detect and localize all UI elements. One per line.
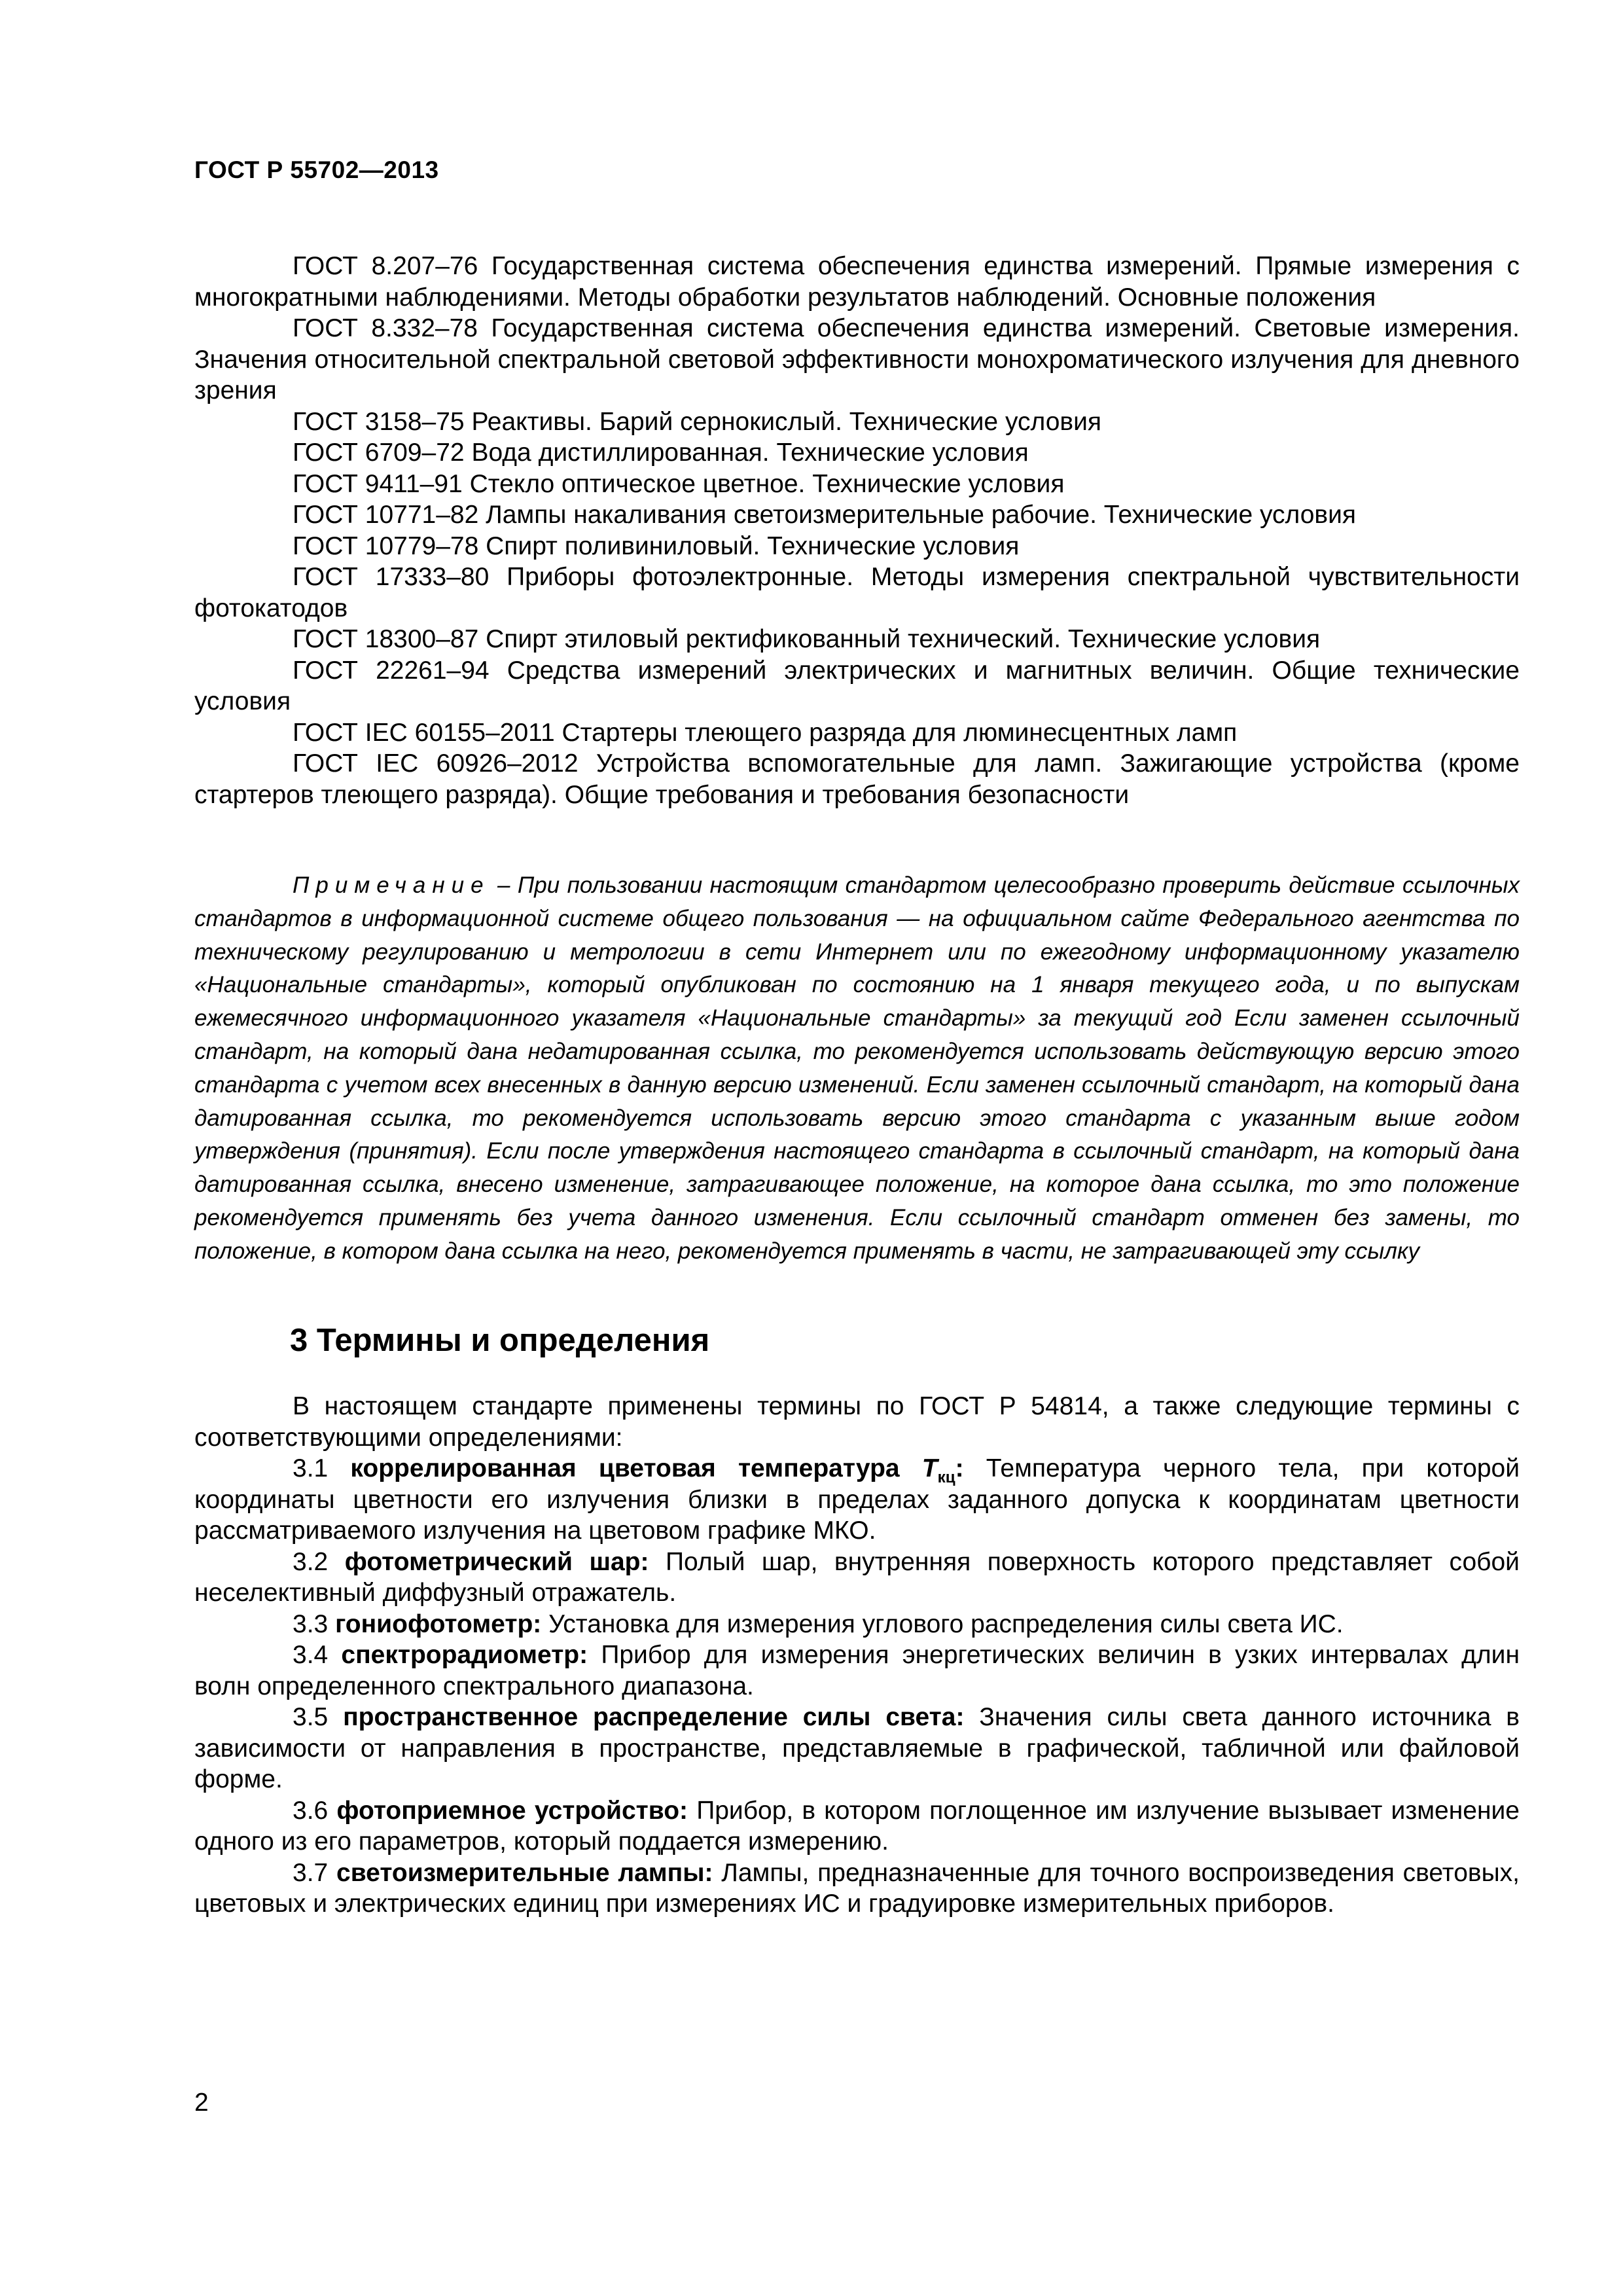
page-number: 2 xyxy=(194,2089,209,2117)
reference-item: ГОСТ 8.207–76 Государственная система обеспечения единства измерений. Прямые измерения с многократными наблюдениями. Методы обработки результатов наблюдений. Основные положения xyxy=(194,252,1520,312)
term-entry xyxy=(194,1640,1520,1702)
term-number: 3.1 xyxy=(293,1454,351,1482)
term-colon: : xyxy=(955,1454,964,1482)
reference-item: ГОСТ 10779–78 Спирт поливиниловый. Технические условия xyxy=(293,531,1020,560)
term-entry xyxy=(194,1453,1520,1547)
term-number: 3.2 xyxy=(293,1547,345,1576)
term-entry xyxy=(194,1795,1520,1857)
term-definition: Лампы, предназначенные для точного воспроизведения световых, цветовых и электрических единиц при измерениях ИС и градуировке измерительных приборов. xyxy=(194,1858,1520,1918)
term-definition: Полый шар, внутренняя поверхность которого представляет собой неселективный диффузный отражатель. xyxy=(194,1547,1520,1607)
term-subscript: кц xyxy=(937,1468,955,1486)
term-definition: Прибор для измерения энергетических величин в узких интервалах длин волн определенного спектрального диапазона. xyxy=(194,1641,1520,1700)
note-paragraph xyxy=(194,869,1520,1268)
reference-item: ГОСТ 18300–87 Спирт этиловый ректификованный технический. Технические условия xyxy=(293,625,1321,653)
term-name: спектрорадиометр: xyxy=(341,1641,588,1669)
note-label: Примечание xyxy=(293,872,490,898)
term-entry xyxy=(194,1547,1520,1609)
term-name: фотоприемное устройство: xyxy=(336,1796,688,1825)
reference-item: ГОСТ IEC 60926–2012 Устройства вспомогательные для ламп. Зажигающие устройства (кроме стартеров тлеющего разряда). Общие требования и требования безопасности xyxy=(194,749,1520,809)
term-name: пространственное распределение силы света: xyxy=(343,1703,965,1731)
term-number: 3.4 xyxy=(293,1641,342,1669)
term-symbol: T xyxy=(921,1454,938,1482)
term-definition: Значения силы света данного источника в зависимости от направления в пространстве, представляемые в графической, табличной или файловой форме. xyxy=(194,1703,1520,1793)
terms-section xyxy=(194,1391,1520,1920)
term-entry xyxy=(194,1857,1520,1920)
section-title: 3 Термины и определения xyxy=(290,1323,710,1358)
note-text: – При пользовании настоящим стандартом целесообразно проверить действие ссылочных стандартов в информационной системе общего пользования — на официальном сайте Федерального агентства по техническому регулированию и метрологии в сети Интернет или по ежегодному информационному указателю «Национальные стандарты», который опубликован по состоянию на 1 января текущего года, и по выпускам ежемесячного информационного указателя «Национальные стандарты» за текущий год Если заменен ссылочный стандарт, на который дана недатированная ссылка, то рекомендуется использовать действующую версию этого стандарта с учетом всех внесенных в данную версию изменений. Если заменен ссылочный стандарт, на который дана датированная ссылка, то рекомендуется использовать версию этого стандарта с указанным выше годом утверждения (принятия). Если после утверждения настоящего стандарта в ссылочный стандарт, на который дана датированная ссылка, внесено изменение, затрагивающее положение, на которое дана ссылка, то это положение рекомендуется применять без учета данного изменения. Если ссылочный стандарт отменен без замены, то положение, в котором дана ссылка на него, рекомендуется применять в части, не затрагивающей эту ссылку xyxy=(194,872,1520,1264)
term-name: фотометрический шар: xyxy=(344,1547,649,1576)
term-definition: Установка для измерения углового распределения силы света ИС. xyxy=(541,1609,1344,1638)
term-number: 3.5 xyxy=(293,1703,344,1731)
normative-references-list xyxy=(194,251,1520,810)
term-number: 3.6 xyxy=(293,1796,337,1825)
reference-item: ГОСТ 17333–80 Приборы фотоэлектронные. Методы измерения спектральной чувствительности фотокатодов xyxy=(194,563,1520,622)
term-entry xyxy=(194,1609,1520,1640)
term-name: светоизмерительные лампы: xyxy=(336,1858,713,1887)
reference-item: ГОСТ 9411–91 Стекло оптическое цветное. Технические условия xyxy=(293,469,1065,498)
section-intro: В настоящем стандарте применены термины по ГОСТ Р 54814, а также следующие термины с соответствующими определениями: xyxy=(194,1392,1520,1452)
term-definition: Прибор, в котором поглощенное им излучение вызывает изменение одного из его параметров, который поддается измерению. xyxy=(194,1796,1520,1856)
term-number: 3.7 xyxy=(293,1858,336,1887)
document-header: ГОСТ Р 55702—2013 xyxy=(194,156,439,183)
term-name: коррелированная цветовая температура xyxy=(350,1454,922,1482)
reference-item: ГОСТ 22261–94 Средства измерений электрических и магнитных величин. Общие технические условия xyxy=(194,656,1520,715)
reference-item: ГОСТ 8.332–78 Государственная система обеспечения единства измерений. Световые измерения. Значения относительной спектральной световой эффективности монохроматического излучения для дневного зрения xyxy=(194,314,1520,404)
term-definition: Температура черного тела, при которой координаты цветности его излучения близки в пределах заданного допуска к координатам цветности рассматриваемого излучения на цветовом графике МКО. xyxy=(194,1454,1520,1545)
term-number: 3.3 xyxy=(293,1609,336,1638)
reference-item: ГОСТ 3158–75 Реактивы. Барий сернокислый. Технические условия xyxy=(293,407,1102,436)
reference-item: ГОСТ 6709–72 Вода дистиллированная. Технические условия xyxy=(293,439,1029,467)
reference-item: ГОСТ IEC 60155–2011 Стартеры тлеющего разряда для люминесцентных ламп xyxy=(293,718,1238,747)
reference-item: ГОСТ 10771–82 Лампы накаливания светоизмерительные рабочие. Технические условия xyxy=(293,501,1357,529)
term-name: гониофотометр: xyxy=(335,1609,542,1638)
term-entry xyxy=(194,1702,1520,1795)
